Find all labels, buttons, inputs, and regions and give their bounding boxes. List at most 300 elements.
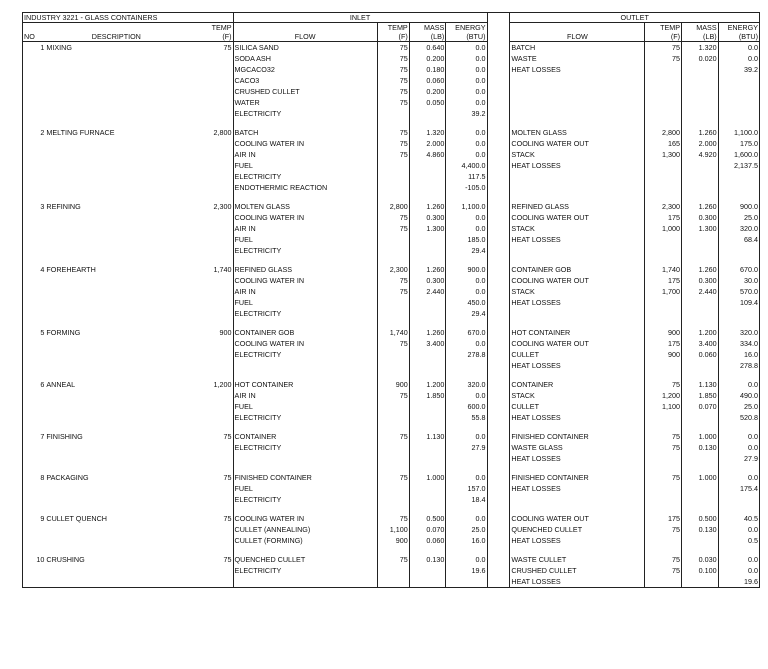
- outlet-mass: 1.200: [682, 327, 719, 338]
- outlet-temp: 75: [645, 53, 682, 64]
- process-temp: 1,200: [213, 380, 232, 389]
- process-temp: [187, 212, 233, 223]
- process-number: [23, 494, 46, 505]
- inlet-temp: 75: [377, 64, 409, 75]
- outlet-flow: [510, 245, 645, 256]
- process-number: [23, 108, 46, 119]
- outlet-energy: 39.2: [718, 64, 759, 75]
- process-number: [23, 565, 46, 576]
- outlet-flow: CRUSHED CULLET: [510, 565, 645, 576]
- process-temp: [187, 53, 233, 64]
- inlet-energy: 0.0: [446, 97, 487, 108]
- outlet-energy: [718, 97, 759, 108]
- process-description: [45, 453, 187, 464]
- inlet-mass: 0.060: [409, 535, 446, 546]
- inlet-flow: FUEL: [233, 160, 377, 171]
- outlet-temp: 75: [645, 554, 682, 565]
- outlet-energy: 320.0: [718, 327, 759, 338]
- inlet-temp: 75: [377, 138, 409, 149]
- section-gap: [23, 256, 760, 264]
- process-description: [45, 149, 187, 160]
- spacer: [487, 535, 510, 546]
- spacer: [487, 245, 510, 256]
- spacer: [487, 431, 510, 442]
- process-number: 8: [40, 473, 45, 482]
- outlet-temp: [645, 360, 682, 371]
- outlet-energy: 570.0: [718, 286, 759, 297]
- inlet-mass: [409, 297, 446, 308]
- outlet-flow: MOLTEN GLASS: [510, 127, 645, 138]
- outlet-temp: [645, 412, 682, 423]
- process-number: [23, 308, 46, 319]
- outlet-flow: CULLET: [510, 349, 645, 360]
- inlet-mass: [409, 483, 446, 494]
- inlet-energy: 0.0: [446, 75, 487, 86]
- outlet-temp: 1,100: [645, 401, 682, 412]
- inlet-flow: FUEL: [233, 483, 377, 494]
- outlet-flow-header: FLOW: [510, 32, 645, 42]
- outlet-flow: COOLING WATER OUT: [510, 513, 645, 524]
- table-body: [23, 42, 760, 588]
- outlet-temp: [645, 75, 682, 86]
- process-temp: [187, 494, 233, 505]
- inlet-mass: 1.260: [409, 264, 446, 275]
- inlet-mass: 0.130: [409, 554, 446, 565]
- section-gap: [23, 193, 760, 201]
- table-row: [23, 245, 760, 256]
- table-row: [23, 472, 760, 483]
- table-row: [23, 212, 760, 223]
- outlet-energy: 68.4: [718, 234, 759, 245]
- table-row: [23, 286, 760, 297]
- outlet-energy: 19.6: [718, 576, 759, 588]
- inlet-energy: 0.0: [446, 212, 487, 223]
- process-number: [23, 223, 46, 234]
- outlet-mass: 4.920: [682, 149, 719, 160]
- table-row: [23, 349, 760, 360]
- process-description: [45, 535, 187, 546]
- section-gap: [23, 371, 760, 379]
- outlet-energy: 670.0: [718, 264, 759, 275]
- outlet-mass: [682, 245, 719, 256]
- outlet-mass: 0.130: [682, 442, 719, 453]
- outlet-flow: HEAT LOSSES: [510, 453, 645, 464]
- inlet-energy: 0.0: [446, 127, 487, 138]
- spacer: [487, 297, 510, 308]
- inlet-flow: ELECTRICITY: [233, 171, 377, 182]
- inlet-energy: 27.9: [446, 442, 487, 453]
- outlet-flow: STACK: [510, 149, 645, 160]
- spacer: [487, 182, 510, 193]
- process-temp: [187, 360, 233, 371]
- inlet-flow: AIR IN: [233, 149, 377, 160]
- process-description: CULLET QUENCH: [46, 514, 107, 523]
- table-row: [23, 171, 760, 182]
- inlet-temp: [377, 442, 409, 453]
- inlet-flow: FUEL: [233, 297, 377, 308]
- table-row: [23, 182, 760, 193]
- table-row: [23, 494, 760, 505]
- inlet-energy: 0.0: [446, 53, 487, 64]
- inlet-energy: 16.0: [446, 535, 487, 546]
- outlet-temp: 75: [645, 379, 682, 390]
- outlet-energy: 334.0: [718, 338, 759, 349]
- inlet-flow: AIR IN: [233, 390, 377, 401]
- table-row: [23, 201, 760, 212]
- inlet-temp: [377, 171, 409, 182]
- process-temp: [187, 565, 233, 576]
- inlet-energy: -105.0: [446, 182, 487, 193]
- process-temp: 75: [223, 43, 232, 52]
- inlet-mass: 0.200: [409, 53, 446, 64]
- process-number: [23, 245, 46, 256]
- inlet-flow: CONTAINER: [233, 431, 377, 442]
- inlet-energy: 4,400.0: [446, 160, 487, 171]
- process-description: [45, 97, 187, 108]
- spacer: [487, 554, 510, 565]
- inlet-temp: 75: [377, 275, 409, 286]
- outlet-temp: 1,300: [645, 149, 682, 160]
- process-temp: [187, 286, 233, 297]
- outlet-mass: 0.060: [682, 349, 719, 360]
- outlet-energy: 40.5: [718, 513, 759, 524]
- inlet-flow: ELECTRICITY: [233, 494, 377, 505]
- outlet-flow: [510, 182, 645, 193]
- process-temp: [187, 338, 233, 349]
- outlet-energy: 2,137.5: [718, 160, 759, 171]
- inlet-mass: 0.300: [409, 275, 446, 286]
- outlet-energy: 1,100.0: [718, 127, 759, 138]
- outlet-energy: 0.0: [718, 379, 759, 390]
- process-temp: [187, 149, 233, 160]
- outlet-temp: 1,700: [645, 286, 682, 297]
- table-row: [23, 327, 760, 338]
- inlet-energy-header: ENERGY: [446, 23, 487, 33]
- table-row: [23, 42, 760, 54]
- table-row: [23, 431, 760, 442]
- table-row: [23, 412, 760, 423]
- process-description: [45, 286, 187, 297]
- outlet-flow: [510, 86, 645, 97]
- inlet-flow: [233, 360, 377, 371]
- process-temp: [187, 275, 233, 286]
- inlet-temp: [377, 308, 409, 319]
- outlet-energy: 0.0: [718, 524, 759, 535]
- table-row: [23, 97, 760, 108]
- outlet-energy: 109.4: [718, 297, 759, 308]
- inlet-energy: 18.4: [446, 494, 487, 505]
- inlet-mass-header: MASS: [409, 23, 446, 33]
- outlet-mass: [682, 97, 719, 108]
- process-temp: [187, 483, 233, 494]
- spacer: [487, 212, 510, 223]
- outlet-flow: COOLING WATER OUT: [510, 275, 645, 286]
- process-number: [23, 338, 46, 349]
- spacer: [487, 453, 510, 464]
- spacer: [487, 338, 510, 349]
- process-temp: 900: [219, 328, 232, 337]
- outlet-temp: 75: [645, 565, 682, 576]
- outlet-energy: 175.4: [718, 483, 759, 494]
- table-row: [23, 160, 760, 171]
- process-number: 5: [40, 328, 45, 337]
- outlet-energy: [718, 171, 759, 182]
- inlet-energy: 0.0: [446, 149, 487, 160]
- outlet-temp: [645, 171, 682, 182]
- inlet-temp: 75: [377, 431, 409, 442]
- process-description: ANNEAL: [46, 380, 76, 389]
- inlet-temp: 75: [377, 338, 409, 349]
- table-row: [23, 297, 760, 308]
- process-temp: [187, 349, 233, 360]
- outlet-mass: [682, 308, 719, 319]
- inlet-temp: [377, 160, 409, 171]
- outlet-flow: WASTE GLASS: [510, 442, 645, 453]
- section-gap: [23, 423, 760, 431]
- process-description: [45, 483, 187, 494]
- inlet-mass: 0.060: [409, 75, 446, 86]
- outlet-flow: CONTAINER GOB: [510, 264, 645, 275]
- inlet-temp: 75: [377, 554, 409, 565]
- outlet-energy: 520.8: [718, 412, 759, 423]
- process-number: [23, 138, 46, 149]
- table-row: [23, 86, 760, 97]
- spacer: [487, 472, 510, 483]
- outlet-temp: 1,740: [645, 264, 682, 275]
- inlet-flow: FUEL: [233, 401, 377, 412]
- outlet-energy: 0.0: [718, 42, 759, 54]
- outlet-mass-unit: (LB): [682, 32, 719, 42]
- outlet-temp: [645, 576, 682, 588]
- process-temp: [187, 297, 233, 308]
- outlet-energy: 278.8: [718, 360, 759, 371]
- process-description: [45, 412, 187, 423]
- spacer: [487, 524, 510, 535]
- spacer: [487, 234, 510, 245]
- inlet-mass: [409, 160, 446, 171]
- outlet-flow: HEAT LOSSES: [510, 576, 645, 588]
- outlet-mass: 2.000: [682, 138, 719, 149]
- inlet-temp: [377, 297, 409, 308]
- process-number: [23, 97, 46, 108]
- process-number: [23, 149, 46, 160]
- outlet-flow: HOT CONTAINER: [510, 327, 645, 338]
- inlet-energy: 600.0: [446, 401, 487, 412]
- spacer: [487, 349, 510, 360]
- process-number: [23, 524, 46, 535]
- outlet-energy: 1,600.0: [718, 149, 759, 160]
- outlet-temp: [645, 494, 682, 505]
- inlet-mass: 1.300: [409, 223, 446, 234]
- outlet-temp: 75: [645, 472, 682, 483]
- outlet-energy: 0.0: [718, 565, 759, 576]
- inlet-mass: 2.000: [409, 138, 446, 149]
- inlet-flow: MOLTEN GLASS: [233, 201, 377, 212]
- inlet-flow: COOLING WATER IN: [233, 275, 377, 286]
- inlet-energy: [446, 576, 487, 588]
- inlet-temp-unit: (F): [377, 32, 409, 42]
- process-description: PACKAGING: [46, 473, 89, 482]
- table-row: [23, 64, 760, 75]
- outlet-temp: 175: [645, 338, 682, 349]
- process-description: [45, 171, 187, 182]
- inlet-mass: [409, 453, 446, 464]
- outlet-mass: 1.300: [682, 223, 719, 234]
- outlet-mass: [682, 234, 719, 245]
- section-gap: [23, 464, 760, 472]
- process-description: [45, 275, 187, 286]
- process-temp: 75: [223, 432, 232, 441]
- process-number: [23, 275, 46, 286]
- outlet-mass: 1.000: [682, 431, 719, 442]
- header-row-2: [23, 23, 760, 33]
- inlet-mass: [409, 349, 446, 360]
- process-number: [23, 349, 46, 360]
- inlet-mass: [409, 245, 446, 256]
- inlet-temp: [377, 182, 409, 193]
- table-row: [23, 360, 760, 371]
- spacer: [487, 390, 510, 401]
- inlet-flow: [233, 453, 377, 464]
- inlet-energy: 25.0: [446, 524, 487, 535]
- outlet-header: OUTLET: [510, 13, 760, 23]
- outlet-mass: 3.400: [682, 338, 719, 349]
- temp-unit-header: (F): [187, 32, 233, 42]
- outlet-flow: HEAT LOSSES: [510, 64, 645, 75]
- spacer: [487, 149, 510, 160]
- inlet-energy: 0.0: [446, 138, 487, 149]
- inlet-flow: ELECTRICITY: [233, 108, 377, 119]
- inlet-energy: [446, 453, 487, 464]
- outlet-flow: STACK: [510, 286, 645, 297]
- inlet-flow: SODA ASH: [233, 53, 377, 64]
- outlet-temp: [645, 483, 682, 494]
- process-number: 9: [40, 514, 45, 523]
- outlet-flow: WASTE: [510, 53, 645, 64]
- table-row: [23, 390, 760, 401]
- process-description: [45, 212, 187, 223]
- process-description: [45, 108, 187, 119]
- inlet-flow: CULLET (FORMING): [233, 535, 377, 546]
- outlet-energy: 0.0: [718, 53, 759, 64]
- inlet-temp: 75: [377, 212, 409, 223]
- outlet-energy: [718, 108, 759, 119]
- outlet-mass: [682, 360, 719, 371]
- description-header: DESCRIPTION: [45, 32, 187, 42]
- outlet-mass: 1.260: [682, 201, 719, 212]
- outlet-mass: 0.070: [682, 401, 719, 412]
- inlet-flow: [233, 576, 377, 588]
- outlet-mass: [682, 576, 719, 588]
- outlet-mass: [682, 160, 719, 171]
- inlet-temp: 75: [377, 53, 409, 64]
- outlet-energy: 0.0: [718, 554, 759, 565]
- spacer: [487, 494, 510, 505]
- outlet-flow: HEAT LOSSES: [510, 234, 645, 245]
- process-temp: 75: [223, 473, 232, 482]
- process-number: [23, 64, 46, 75]
- table-row: [23, 234, 760, 245]
- table-row: [23, 138, 760, 149]
- outlet-mass: [682, 86, 719, 97]
- inlet-mass: 0.070: [409, 524, 446, 535]
- process-temp: 75: [223, 514, 232, 523]
- process-temp: [187, 171, 233, 182]
- process-description: [45, 524, 187, 535]
- inlet-temp: 75: [377, 513, 409, 524]
- process-description: [45, 64, 187, 75]
- process-temp: [187, 182, 233, 193]
- inlet-mass: 1.320: [409, 127, 446, 138]
- inlet-mass: 1.260: [409, 327, 446, 338]
- outlet-energy: 175.0: [718, 138, 759, 149]
- table-row: [23, 453, 760, 464]
- inlet-temp: [377, 349, 409, 360]
- inlet-temp-header: TEMP: [377, 23, 409, 33]
- process-description: [45, 182, 187, 193]
- process-description: MIXING: [46, 43, 72, 52]
- inlet-mass: [409, 494, 446, 505]
- inlet-mass: 2.440: [409, 286, 446, 297]
- section-gap: [23, 119, 760, 127]
- outlet-flow: REFINED GLASS: [510, 201, 645, 212]
- process-description: CRUSHING: [46, 555, 85, 564]
- outlet-temp: 1,000: [645, 223, 682, 234]
- outlet-temp: [645, 160, 682, 171]
- process-description: FORMING: [46, 328, 81, 337]
- process-temp: [187, 308, 233, 319]
- inlet-energy: 450.0: [446, 297, 487, 308]
- process-temp: [187, 160, 233, 171]
- inlet-mass: 1.130: [409, 431, 446, 442]
- spacer: [487, 442, 510, 453]
- inlet-mass: 0.200: [409, 86, 446, 97]
- spacer: [487, 401, 510, 412]
- process-temp: 2,800: [213, 128, 232, 137]
- outlet-flow: [510, 494, 645, 505]
- outlet-flow: HEAT LOSSES: [510, 412, 645, 423]
- spacer: [487, 565, 510, 576]
- table-row: [23, 127, 760, 138]
- outlet-energy: 25.0: [718, 401, 759, 412]
- process-description: [45, 390, 187, 401]
- inlet-flow-header: FLOW: [233, 32, 377, 42]
- inlet-header: INLET: [233, 13, 487, 23]
- outlet-temp: 75: [645, 524, 682, 535]
- spacer: [487, 201, 510, 212]
- table-row: [23, 275, 760, 286]
- process-description: [45, 223, 187, 234]
- inlet-energy: 0.0: [446, 275, 487, 286]
- header-row-1: [23, 13, 760, 23]
- process-description: [45, 160, 187, 171]
- inlet-flow: HOT CONTAINER: [233, 379, 377, 390]
- outlet-flow: [510, 171, 645, 182]
- outlet-temp: 1,200: [645, 390, 682, 401]
- outlet-energy: [718, 86, 759, 97]
- inlet-energy: 670.0: [446, 327, 487, 338]
- outlet-flow: STACK: [510, 223, 645, 234]
- outlet-mass: 1.000: [682, 472, 719, 483]
- process-number: 4: [40, 265, 45, 274]
- outlet-temp: 175: [645, 212, 682, 223]
- outlet-temp: [645, 308, 682, 319]
- inlet-flow: ELECTRICITY: [233, 442, 377, 453]
- outlet-mass: [682, 75, 719, 86]
- inlet-flow: COOLING WATER IN: [233, 212, 377, 223]
- inlet-flow: WATER: [233, 97, 377, 108]
- table-row: [23, 483, 760, 494]
